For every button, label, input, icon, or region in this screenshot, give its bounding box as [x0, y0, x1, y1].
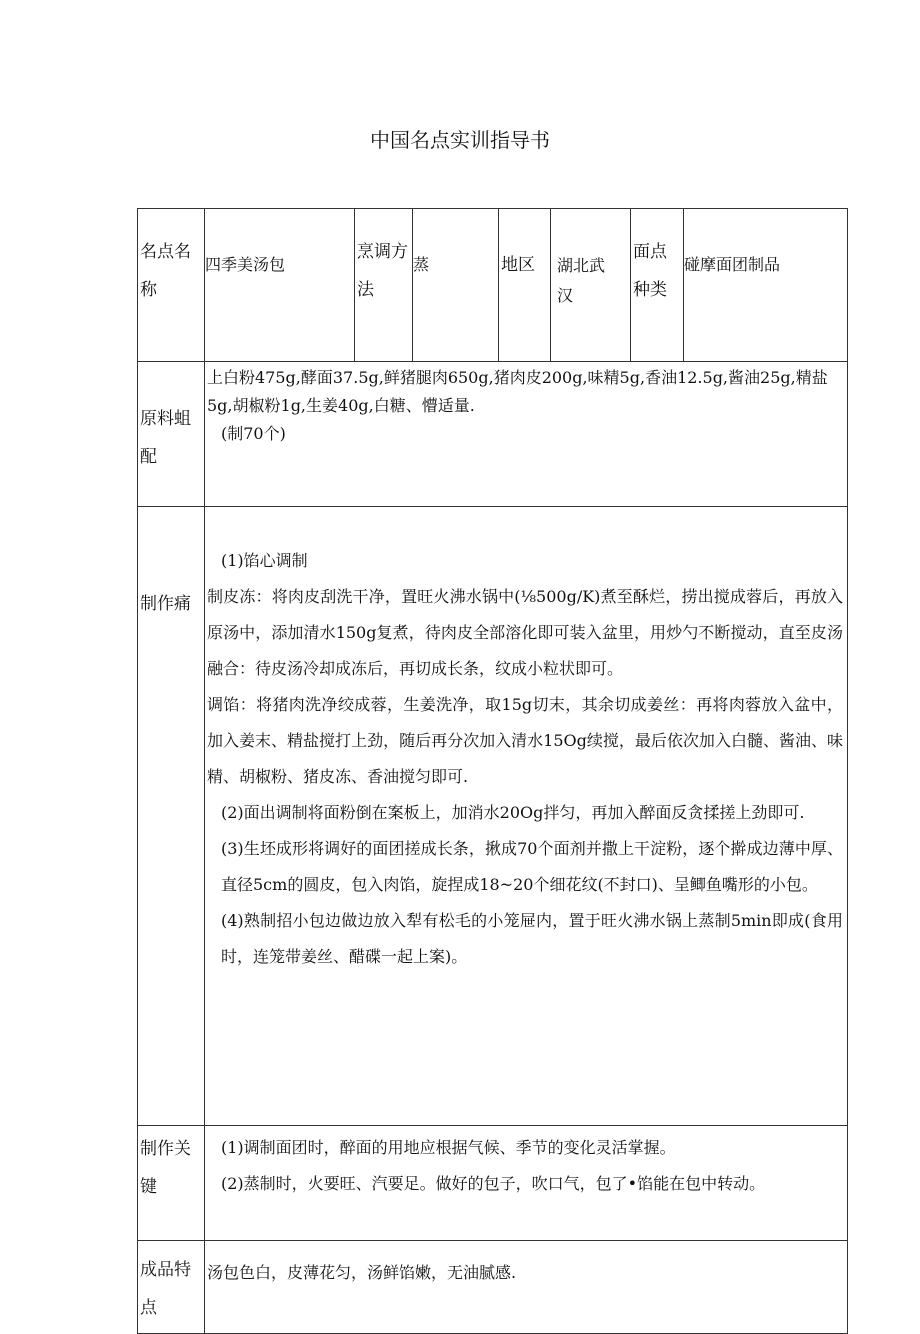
features-text: 汤包色白，皮薄花匀，汤鲜馅嫩，无油腻感. — [205, 1241, 848, 1334]
recipe-table — [137, 208, 848, 1334]
ingredients-list: 上白粉475g,酵面37.5g,鲜猪腿肉650g,猪肉皮200g,味精5g,香油12.5g,酱油25g,精盐5g,胡椒粉1g,生姜40g,白糖、懵适量. — [207, 368, 828, 415]
key-point-1: (1)调制面团时，醉面的用地应根据气候、季节的变化灵活掌握。 — [221, 1138, 676, 1157]
type-label: 面点种类 — [631, 209, 684, 362]
step-filling-heading: (1)馅心调制 — [221, 551, 308, 570]
method-row — [138, 507, 848, 1126]
key-point-2: (2)蒸制时，火要旺、汽要足。做好的包子，吹口气，包了•馅能在包中转动。 — [221, 1174, 766, 1193]
key-points-row — [138, 1126, 848, 1241]
key-points-label: 制作关键 — [138, 1126, 205, 1241]
name-label: 名点名称 — [138, 209, 205, 362]
key-points — [205, 1126, 848, 1241]
method-steps-label: 制作痛 — [138, 507, 205, 1126]
step-skin-jelly: 制皮冻：将肉皮刮洗干净，置旺火沸水锅中(⅛500g/K)煮至酥烂，捞出搅成蓉后，再放入原汤中，添加清水150g复煮，待肉皮全部溶化即可装入盆里，用炒勺不断搅动，直至皮汤融合：待皮汤冷却成冻后，再切成长条，纹成小粒状即可。 — [207, 587, 843, 678]
ingredients-row — [138, 362, 848, 507]
ingredients-label: 原料蛆配 — [138, 362, 205, 507]
features-row — [138, 1241, 848, 1334]
name-value: 四季美汤包 — [205, 209, 355, 362]
document-title: 中国名点实训指导书 — [370, 128, 550, 152]
method-label: 烹调方法 — [355, 209, 413, 362]
step-filling-mix: 调馅：将猪肉洗净绞成蓉，生姜洗净，取15g切末，其余切成姜丝：再将肉蓉放入盆中，加入姜末、精盐搅打上劲，随后再分次加入清水15Og续搅，最后依次加入白髓、酱油、味精、胡椒粉、猪皮冻、香油搅匀即可. — [207, 695, 843, 786]
features-label: 成品特点 — [138, 1241, 205, 1334]
region-label: 地区 — [499, 209, 551, 362]
region-value: 湖北武汉 — [551, 209, 631, 362]
step-steaming: (4)熟制招小包边做边放入犁有松毛的小笼屉内，置于旺火沸水锅上蒸制5min即成(食用时，连笼带姜丝、醋碟一起上案)。 — [221, 911, 843, 966]
step-shaping: (3)生坯成形将调好的面团搓成长条，揪成70个面剂并撒上干淀粉，逐个擀成边薄中厚、直径5cm的圆皮，包入肉馅，旋捏成18~20个细花纹(不封口)、呈鲫鱼嘴形的小包。 — [221, 839, 843, 894]
yield-note: (制70个) — [221, 424, 286, 443]
method-steps — [205, 507, 848, 1126]
step-dough: (2)面出调制将面粉倒在案板上，加消水20Og拌匀，再加入醉面反贪揉搓上劲即可. — [221, 803, 805, 822]
header-row — [138, 209, 848, 362]
method-value: 蒸 — [413, 209, 499, 362]
ingredients-value — [205, 362, 848, 507]
type-value: 碰摩面团制品 — [684, 209, 848, 362]
